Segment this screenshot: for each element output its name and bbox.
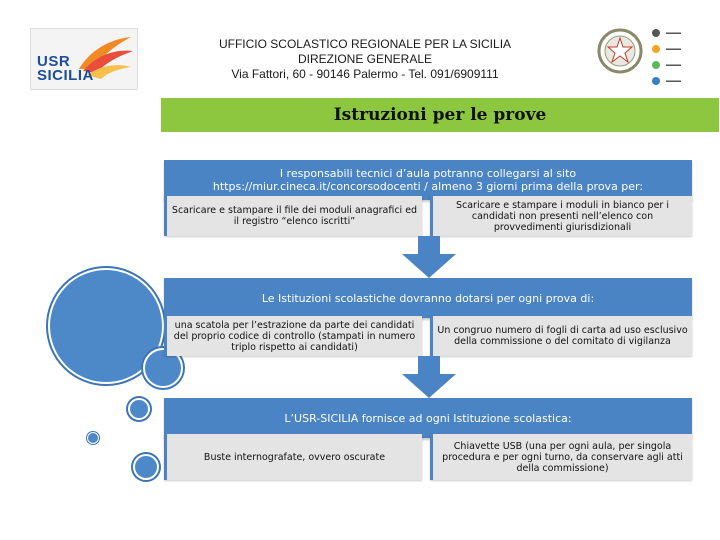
office-name: UFFICIO SCOLASTICO REGIONALE PER LA SICILIA bbox=[218, 37, 512, 51]
usr-sicilia-logo bbox=[30, 28, 138, 90]
section3-left-item: Buste internografate, ovvero oscurate bbox=[164, 434, 422, 480]
section3-heading: L’USR-SICILIA fornisce ad ogni Istituzione scolastica: bbox=[164, 398, 692, 438]
section1-heading bbox=[164, 160, 692, 200]
down-arrow-icon bbox=[402, 356, 456, 398]
down-arrow-icon bbox=[402, 236, 456, 278]
section2-heading: Le Istituzioni scolastiche dovranno dotarsi per ogni prova di: bbox=[164, 278, 692, 318]
ministry-logo: ▬▬▬ ▬▬▬ ▬▬▬ ▬▬▬ bbox=[652, 25, 712, 89]
section3-right-item: Chiavette USB (una per ogni aula, per singola procedura e per ogni turno, da conservare agli atti della commissione) bbox=[430, 434, 692, 480]
section2-left-item: una scatola per l’estrazione da parte dei candidati del proprio codice di controllo (stampati in numero triplo rispetto ai candidati) bbox=[164, 316, 422, 356]
page-title-bar bbox=[161, 98, 719, 132]
ministry-dot-icon bbox=[652, 61, 660, 69]
section2-right-item: Un congruo numero di fogli di carta ad uso esclusivo della commissione o del comitato di vigilanza bbox=[430, 316, 692, 356]
logo-sicilia-text: SICILIA bbox=[37, 67, 94, 84]
page-title: Istruzioni per le prove bbox=[333, 105, 547, 125]
italian-republic-emblem-icon bbox=[596, 26, 644, 76]
decorative-circle-small bbox=[128, 398, 150, 420]
decorative-circle-lower bbox=[133, 454, 159, 480]
section1-heading-line1: I responsabili tecnici d’aula potranno collegarsi al sito bbox=[279, 167, 577, 180]
office-address: Via Fattori, 60 - 90146 Palermo - Tel. 091/6909111 bbox=[231, 67, 499, 81]
section1-right-item: Scaricare e stampare i moduli in bianco per i candidati non presenti nell’elenco con provvedimenti giurisdizionali bbox=[430, 196, 692, 236]
ministry-dot-icon bbox=[652, 29, 660, 37]
section1-left-item: Scaricare e stampare il file dei moduli anagrafici ed il registro “elenco iscritti” bbox=[164, 196, 422, 236]
office-direction: DIREZIONE GENERALE bbox=[297, 52, 433, 66]
office-header bbox=[195, 37, 535, 82]
decorative-circle-tiny bbox=[87, 432, 99, 444]
section1-heading-line2: https://miur.cineca.it/concorsodocenti / almeno 3 giorni prima della prova per: bbox=[212, 180, 644, 193]
logo-usr-text: USR bbox=[37, 53, 71, 70]
ministry-dot-icon bbox=[652, 77, 660, 85]
ministry-dot-icon bbox=[652, 45, 660, 53]
